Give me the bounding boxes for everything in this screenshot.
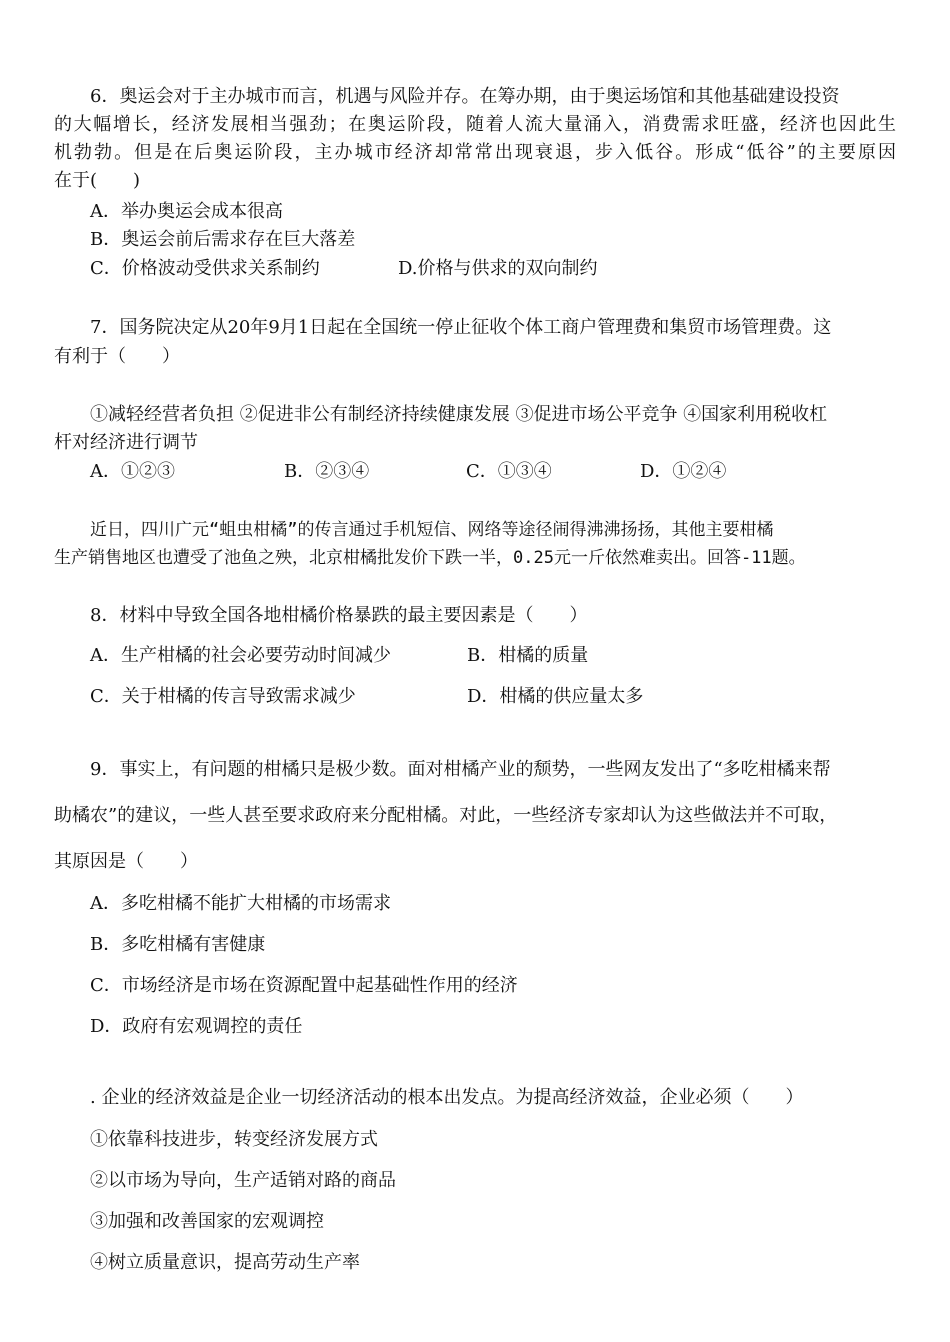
q7-option-a: A．①②③: [90, 461, 175, 482]
q10-item-3: ③加强和改善国家的宏观调控: [90, 1211, 324, 1232]
q8-options-ab: [90, 643, 890, 669]
q7-stem-line-2: 有利于（ ）: [54, 346, 180, 367]
q6-option-c: C．价格波动受供求关系制约: [90, 258, 320, 279]
q6-stem-line-1: 6．奥运会对于主办城市而言，机遇与风险并存。在筹办期，由于奥运场馆和其他基础建设投资: [90, 86, 840, 107]
q7-option-c: C．①③④: [466, 461, 552, 482]
q7-option-b: B．②③④: [284, 461, 370, 482]
q6-option-a: A．举办奥运会成本很高: [90, 201, 283, 222]
q7-stem-line-1: 7．国务院决定从20年9月1日起在全国统一停止征收个体工商户管理费和集贸市场管理费。这: [90, 317, 832, 338]
q7-statements-line-2: 杆对经济进行调节: [54, 432, 198, 453]
q8-options-cd: [90, 684, 890, 710]
q9-stem-line-2: 助橘农”的建议，一些人甚至要求政府来分配柑橘。对此，一些经济专家却认为这些做法并不可取，: [54, 805, 838, 826]
q8-option-a: A．生产柑橘的社会必要劳动时间减少: [90, 645, 391, 666]
q9-option-b: B．多吃柑橘有害健康: [90, 934, 266, 955]
q6-options-cd: [90, 256, 890, 282]
q6-option-d: D.价格与供求的双向制约: [398, 258, 598, 279]
q6-stem-line-3: 机勃勃。但是在后奥运阶段，主办城市经济却常常出现衰退，步入低谷。形成“低谷”的主要原因: [54, 142, 896, 163]
q7-options: [90, 459, 890, 485]
q8-stem: 8．材料中导致全国各地柑橘价格暴跌的最主要因素是（ ）: [90, 605, 588, 626]
q8-option-b: B．柑橘的质量: [467, 645, 589, 666]
q9-option-c: C．市场经济是市场在资源配置中起基础性作用的经济: [90, 975, 518, 996]
q9-stem-line-1: 9．事实上，有问题的柑橘只是极少数。面对柑橘产业的颓势，一些网友发出了“多吃柑橘来帮: [90, 759, 831, 780]
material-line-1: 近日，四川广元“蛆虫柑橘”的传言通过手机短信、网络等途径闹得沸沸扬扬，其他主要柑橘: [90, 520, 774, 540]
material-line-2: 生产销售地区也遭受了池鱼之殃，北京柑橘批发价下跌一半，0.25元一斤依然难卖出。回答-11题。: [54, 548, 806, 568]
q6-stem-line-2: 的大幅增长，经济发展相当强劲；在奥运阶段，随着人流大量涌入，消费需求旺盛，经济也因此生: [54, 114, 896, 135]
q8-option-c: C．关于柑橘的传言导致需求减少: [90, 686, 356, 707]
q9-stem-line-3: 其原因是（ ）: [54, 851, 198, 872]
q7-option-d: D．①②④: [640, 461, 727, 482]
q10-item-2: ②以市场为导向，生产适销对路的商品: [90, 1170, 396, 1191]
q10-stem: . 企业的经济效益是企业一切经济活动的根本出发点。为提高经济效益，企业必须（ ）: [90, 1087, 804, 1108]
q9-option-d: D．政府有宏观调控的责任: [90, 1016, 303, 1037]
q10-item-4: ④树立质量意识，提高劳动生产率: [90, 1252, 360, 1273]
q6-stem-line-4: 在于( ): [54, 170, 141, 191]
q8-option-d: D．柑橘的供应量太多: [467, 686, 644, 707]
q6-option-b: B．奥运会前后需求存在巨大落差: [90, 229, 356, 250]
q7-statements-line-1: ①减轻经营者负担 ②促进非公有制经济持续健康发展 ③促进市场公平竞争 ④国家利用税收杠: [90, 404, 828, 425]
q9-option-a: A．多吃柑橘不能扩大柑橘的市场需求: [90, 893, 391, 914]
q10-item-1: ①依靠科技进步，转变经济发展方式: [90, 1129, 378, 1150]
